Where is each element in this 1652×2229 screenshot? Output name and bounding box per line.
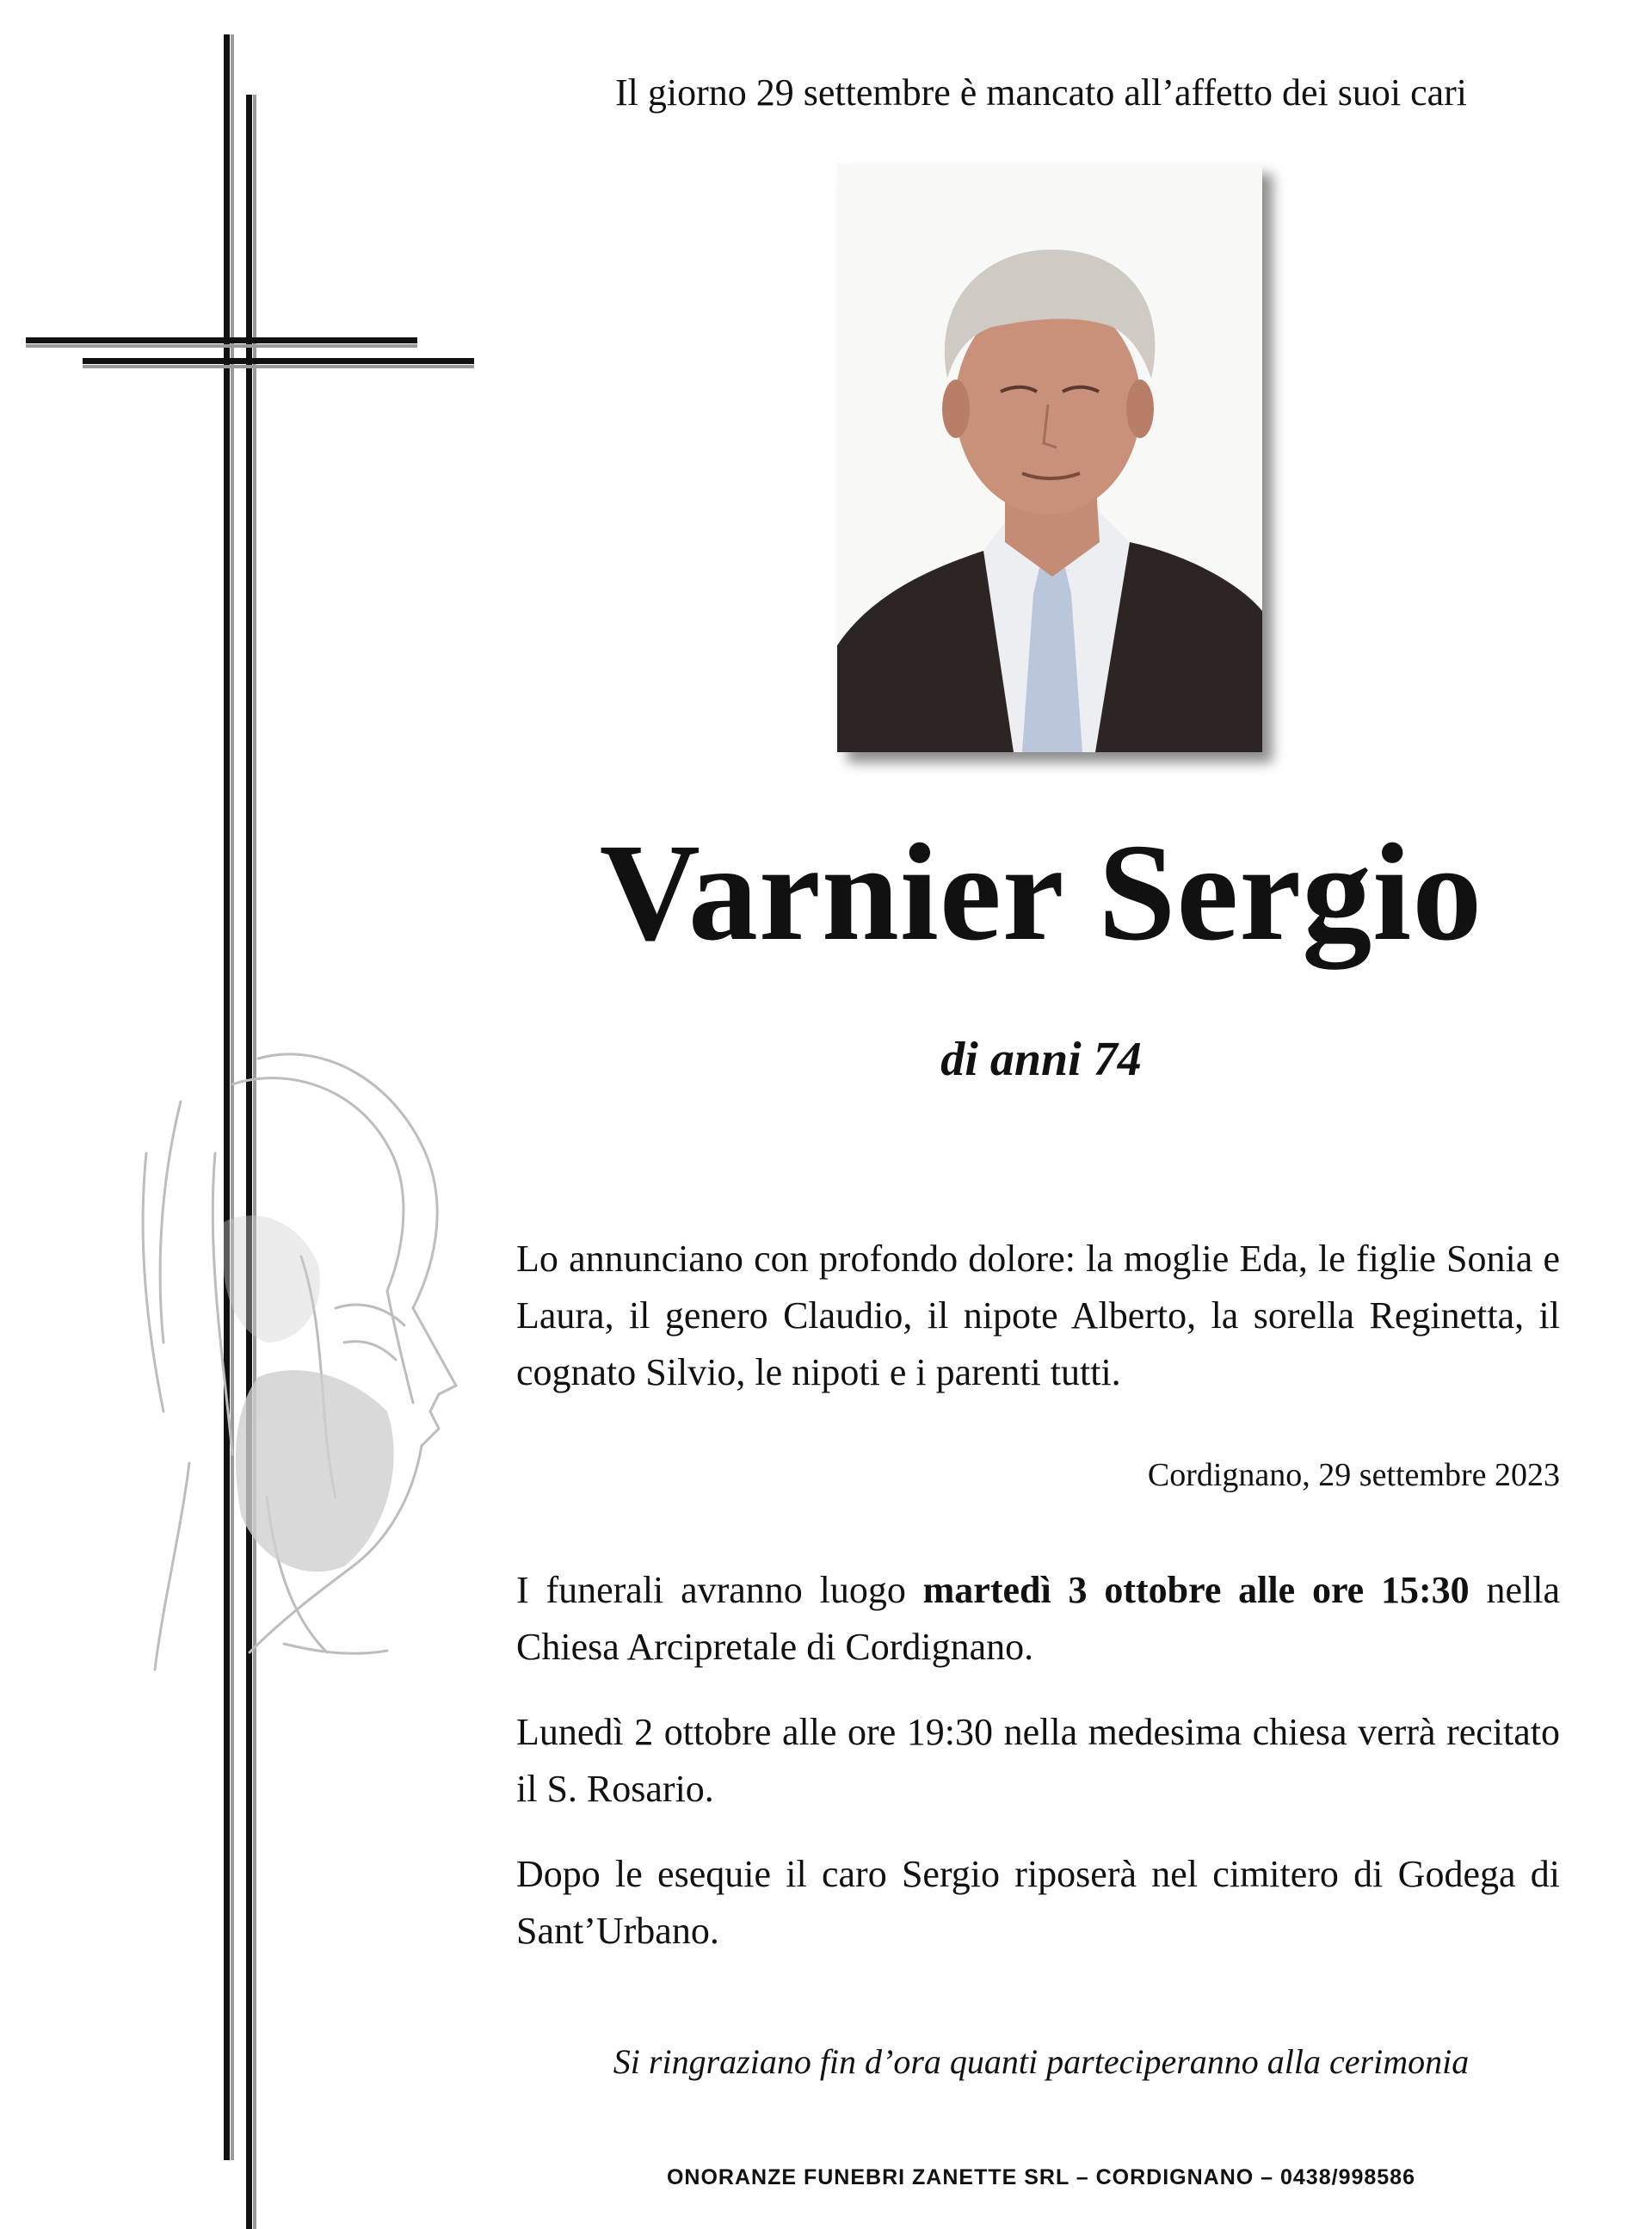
- funeral-text-end: nella Chiesa Arcipretale di Cordignano.: [516, 1569, 1560, 1668]
- intro-text: Il giorno 29 settembre è mancato all’affetto dei suoi cari: [614, 71, 1468, 114]
- christ-sketch-icon: [129, 1050, 490, 1687]
- funeral-paragraph: [516, 1562, 1560, 1676]
- burial-paragraph: Dopo le esequie il caro Sergio riposerà nel cimitero di Godega di Sant’Urbano.: [516, 1853, 1560, 1952]
- mourners-paragraph: Lo annunciano con profondo dolore: la moglie Eda, le figlie Sonia e Laura, il genero Claudio, il nipote Alberto, la sorella Reginetta, il cognato Silvio, le nipoti e i parenti tutti.: [516, 1238, 1560, 1393]
- funeral-datetime: martedì 3 ottobre alle ore 15:30: [922, 1569, 1470, 1611]
- funeral-text-start: I funerali avranno luogo: [516, 1569, 923, 1611]
- place-date: Cordignano, 29 settembre 2023: [1147, 1457, 1560, 1493]
- thanks-text: Si ringraziano fin d’ora quanti parteciperanno alla cerimonia: [613, 2042, 1470, 2081]
- funeral-home-footer: ONORANZE FUNEBRI ZANETTE SRL – CORDIGNANO – 0438/998586: [666, 2165, 1415, 2189]
- portrait-photo: [837, 164, 1262, 752]
- deceased-name: Varnier Sergio: [599, 816, 1483, 970]
- age-text: di anni 74: [940, 1033, 1142, 1086]
- rosary-paragraph: Lunedì 2 ottobre alle ore 19:30 nella medesima chiesa verrà recitato il S. Rosario.: [516, 1711, 1560, 1810]
